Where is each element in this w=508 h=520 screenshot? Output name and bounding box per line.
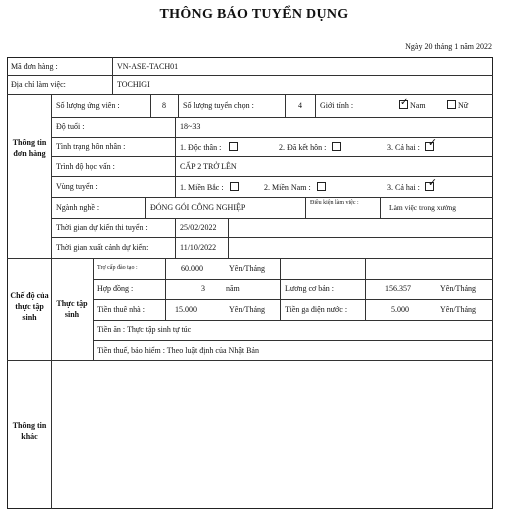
row-divider: [93, 299, 493, 300]
contract-label: Hợp đồng :: [97, 284, 134, 293]
page-title: THÔNG BÁO TUYỂN DỤNG: [159, 7, 349, 22]
row-divider: [51, 218, 493, 219]
base-salary-value: 156.357: [385, 284, 411, 293]
col-divider: [93, 258, 94, 360]
gender-label: Giới tính :: [320, 101, 354, 110]
base-salary-label: Lương cơ bản :: [285, 284, 335, 293]
row-divider: [7, 94, 493, 95]
row-divider: [93, 340, 493, 341]
single-checkbox[interactable]: [229, 142, 238, 151]
row-divider: [51, 137, 493, 138]
applicants-value: 8: [162, 101, 166, 110]
intern-sub-label: Thực tập sinh: [56, 299, 88, 319]
region-south-option[interactable]: [264, 182, 328, 193]
rent-label: Tiền thuê nhà :: [97, 305, 145, 314]
document-date: Ngày 20 tháng 1 năm 2022: [405, 42, 492, 51]
marital-label: Tình trạng hôn nhân :: [56, 142, 126, 151]
married-checkbox[interactable]: [332, 142, 341, 151]
row-divider: [51, 176, 493, 177]
utilities-unit: Yên/Tháng: [440, 305, 476, 314]
region-both-option[interactable]: [387, 182, 436, 193]
col-divider: [145, 197, 146, 218]
gender-female-option[interactable]: [447, 100, 468, 111]
col-divider: [365, 258, 366, 320]
rent-value: 15.000: [175, 305, 197, 314]
south-checkbox[interactable]: [317, 182, 326, 191]
order-code-value: VN-ASE-TACH01: [117, 62, 179, 71]
row-divider: [93, 320, 493, 321]
job-value: ĐÓNG GÓI CÔNG NGHIỆP: [150, 203, 246, 212]
row-divider: [51, 237, 493, 238]
other-info-content: [56, 366, 486, 504]
row-divider: [51, 117, 493, 118]
condition-label: Điều kiện làm việc :: [310, 200, 359, 206]
single-label: 1. Độc thân :: [180, 143, 222, 152]
marital-both-option[interactable]: [387, 142, 436, 153]
order-info-section-label: Thông tin đơn hàng: [12, 138, 47, 158]
gender-male-option[interactable]: [399, 100, 426, 111]
region-both-checkbox[interactable]: [425, 182, 434, 191]
base-salary-unit: Yên/Tháng: [440, 284, 476, 293]
training-allowance-value: 60.000: [181, 264, 203, 273]
intern-section-label: Chế độ của thực tập sinh: [10, 291, 49, 322]
male-label: Nam: [410, 101, 426, 110]
marital-single-option[interactable]: [180, 142, 240, 153]
col-divider: [51, 94, 52, 509]
education-value: CẤP 2 TRỞ LÊN: [180, 162, 237, 171]
col-divider: [315, 94, 316, 117]
row-divider: [93, 279, 493, 280]
job-label: Ngành nghề :: [56, 203, 100, 212]
order-code-label: Mã đơn hàng :: [11, 62, 58, 71]
row-divider: [7, 258, 493, 259]
col-divider: [380, 197, 381, 218]
other-info-section-label: Thông tin khác: [12, 421, 47, 441]
col-divider: [280, 258, 281, 320]
north-label: 1. Miền Bắc :: [180, 183, 224, 192]
training-allowance-label: Trợ cấp đào tạo :: [97, 265, 138, 271]
meals-text: Tiền ăn : Thực tập sinh tự túc: [97, 325, 192, 334]
education-label: Trình độ học vấn :: [56, 162, 115, 171]
row-divider: [51, 156, 493, 157]
workplace-value: TOCHIGI: [117, 80, 150, 89]
south-label: 2. Miền Nam :: [264, 183, 311, 192]
row-divider: [7, 75, 493, 76]
col-divider: [178, 94, 179, 117]
exam-date-label: Thời gian dự kiến thi tuyển :: [56, 223, 148, 232]
female-checkbox[interactable]: [447, 100, 456, 109]
both-label: 3. Cả hai :: [387, 143, 420, 152]
tax-text: Tiền thuế, bảo hiểm : Theo luật định của Nhật Bản: [97, 346, 259, 355]
region-both-label: 3. Cả hai :: [387, 183, 420, 192]
selected-value: 4: [298, 101, 302, 110]
col-divider: [305, 197, 306, 218]
region-label: Vùng tuyển :: [56, 182, 98, 191]
exam-date-value: 25/02/2022: [180, 223, 217, 232]
row-divider: [7, 360, 493, 361]
workplace-label: Địa chỉ làm việc:: [11, 80, 66, 89]
col-divider: [112, 57, 113, 94]
selected-label: Số lượng tuyển chọn :: [183, 101, 254, 110]
contract-unit: năm: [226, 284, 240, 293]
marital-married-option[interactable]: [279, 142, 343, 153]
male-checkbox[interactable]: [399, 100, 408, 109]
married-label: 2. Đã kết hôn :: [279, 143, 327, 152]
col-divider: [175, 218, 176, 258]
utilities-value: 5.000: [391, 305, 409, 314]
col-divider: [228, 218, 229, 258]
age-label: Độ tuổi :: [56, 122, 85, 131]
rent-unit: Yên/Tháng: [229, 305, 265, 314]
region-north-option[interactable]: [180, 182, 241, 193]
applicants-label: Số lượng ứng viên :: [56, 101, 120, 110]
contract-value: 3: [201, 284, 205, 293]
col-divider: [175, 117, 176, 197]
female-label: Nữ: [458, 101, 469, 110]
row-divider: [51, 197, 493, 198]
training-allowance-unit: Yên/Tháng: [229, 264, 265, 273]
age-value: 18~33: [180, 122, 201, 131]
condition-value: Làm việc trong xưởng: [389, 203, 456, 212]
col-divider: [165, 258, 166, 320]
north-checkbox[interactable]: [230, 182, 239, 191]
departure-date-value: 11/10/2022: [180, 243, 217, 252]
marital-both-checkbox[interactable]: [425, 142, 434, 151]
departure-date-label: Thời gian xuất cảnh dự kiến:: [56, 243, 149, 252]
utilities-label: Tiền ga điện nước :: [285, 305, 348, 314]
